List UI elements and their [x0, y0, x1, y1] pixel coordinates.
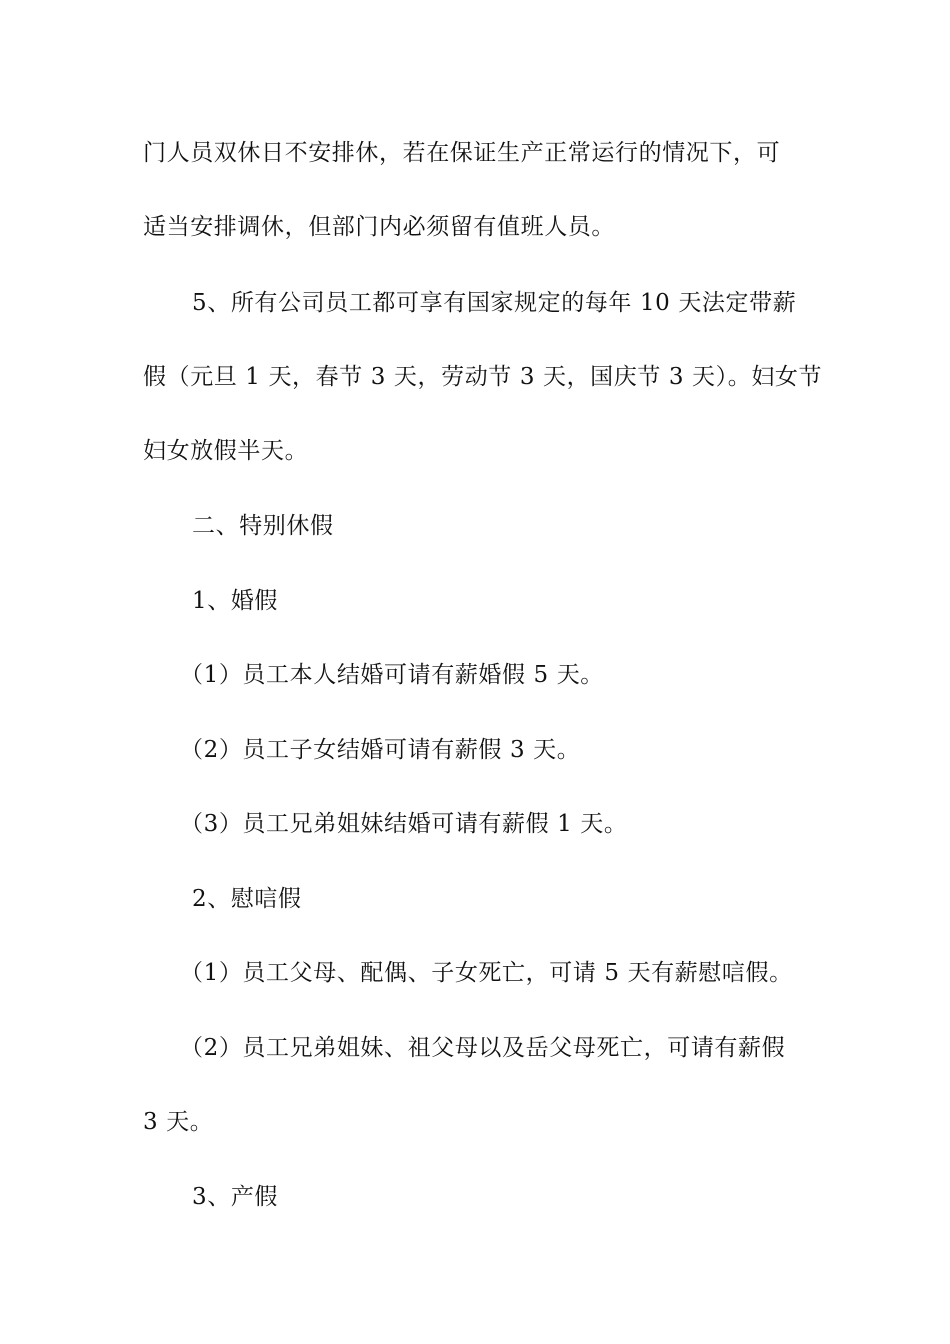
text-line-3: 5、所有公司员工都可享有国家规定的每年 10 天法定带薪: [192, 290, 797, 316]
list-item-condolence-1: （1）员工父母、配偶、子女死亡，可请 5 天有薪慰唁假。: [180, 960, 793, 986]
section-heading-special-leave: 二、特别休假: [192, 513, 334, 539]
list-item-marriage-1: （1）员工本人结婚可请有薪婚假 5 天。: [180, 662, 604, 688]
text-line-1: 门人员双休日不安排休，若在保证生产正常运行的情况下，可: [143, 140, 781, 166]
text-line-5: 妇女放假半天。: [143, 438, 309, 464]
list-item-condolence-2-cont: 3 天。: [143, 1109, 214, 1135]
subheading-condolence-leave: 2、慰唁假: [192, 886, 302, 912]
subheading-maternity-leave: 3、产假: [192, 1184, 279, 1210]
text-line-2: 适当安排调休，但部门内必须留有值班人员。: [143, 214, 615, 240]
list-item-marriage-3: （3）员工兄弟姐妹结婚可请有薪假 1 天。: [180, 811, 628, 837]
list-item-condolence-2: （2）员工兄弟姐妹、祖父母以及岳父母死亡，可请有薪假: [180, 1035, 786, 1061]
subheading-marriage-leave: 1、婚假: [192, 588, 279, 614]
list-item-marriage-2: （2）员工子女结婚可请有薪假 3 天。: [180, 737, 581, 763]
text-line-4: 假（元旦 1 天，春节 3 天，劳动节 3 天，国庆节 3 天）。妇女节: [143, 364, 823, 390]
